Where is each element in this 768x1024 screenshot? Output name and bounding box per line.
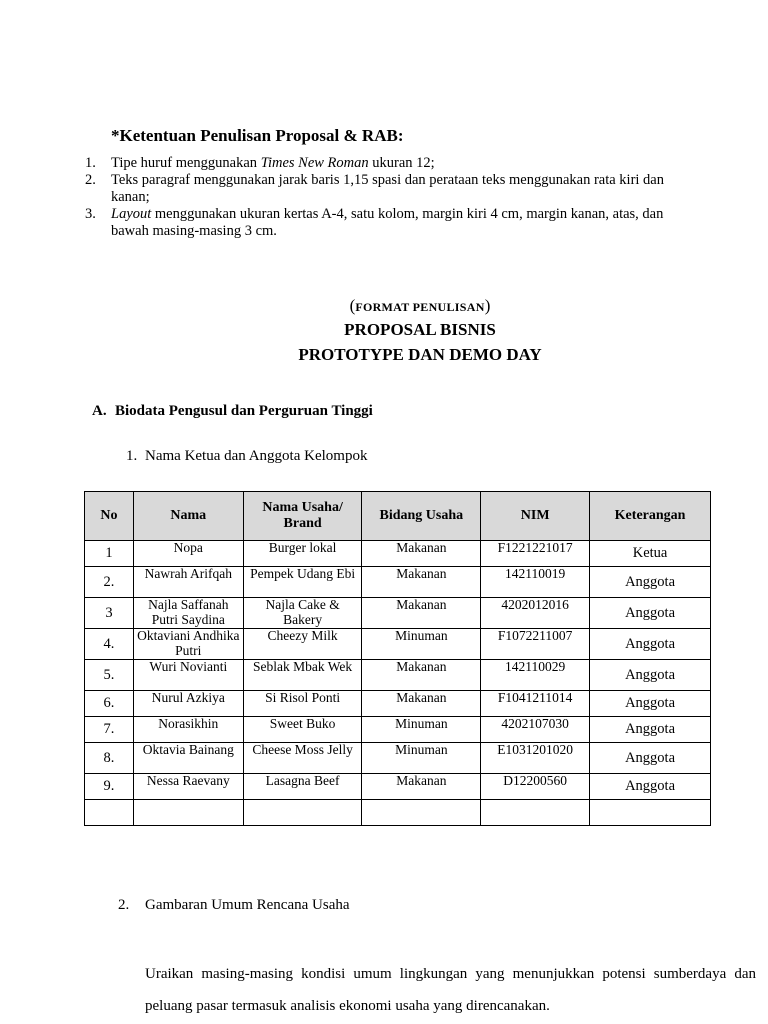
subsection-1-label: 1. — [126, 448, 138, 464]
table-header-cell: Nama Usaha/ Brand — [243, 492, 362, 541]
table-row — [85, 774, 711, 800]
table-row — [85, 598, 711, 629]
table-cell: Anggota — [590, 567, 711, 598]
table-cell: Minuman — [362, 629, 481, 660]
table-header-cell: Nama — [133, 492, 243, 541]
table-cell: Anggota — [590, 774, 711, 800]
rule-text-part: Times New Roman — [260, 155, 369, 171]
table-header-cell: NIM — [481, 492, 590, 541]
table-cell — [85, 800, 134, 826]
subsection-2-label: 2. — [118, 897, 130, 913]
table-cell: F1072211007 — [481, 629, 590, 660]
table-cell — [590, 800, 711, 826]
rule-item — [85, 206, 685, 240]
subsection-1-text: Nama Ketua dan Anggota Kelompok — [145, 448, 368, 464]
format-open: ( — [349, 296, 356, 315]
table-cell: 4202012016 — [481, 598, 590, 629]
table-cell: Norasikhin — [133, 717, 243, 743]
table-cell: Makanan — [362, 691, 481, 717]
table-cell: Makanan — [362, 598, 481, 629]
table-cell: Cheese Moss Jelly — [243, 743, 362, 774]
format-label — [0, 296, 768, 316]
section-a-text: Biodata Pengusul dan Perguruan Tinggi — [115, 403, 373, 419]
table-row — [85, 691, 711, 717]
table-row — [85, 629, 711, 660]
section-heading: *Ketentuan Penulisan Proposal & RAB: — [111, 126, 404, 145]
table-cell: Oktavia Bainang — [133, 743, 243, 774]
format-close: ) — [484, 296, 491, 315]
table-cell: F1221221017 — [481, 541, 590, 567]
table-row — [85, 717, 711, 743]
table-cell: Anggota — [590, 691, 711, 717]
table-cell: 9. — [85, 774, 134, 800]
table-cell: 142110019 — [481, 567, 590, 598]
table-cell: Anggota — [590, 660, 711, 691]
rule-text — [111, 172, 685, 206]
format-text: FORMAT PENULISAN — [355, 300, 485, 314]
table-cell: Anggota — [590, 717, 711, 743]
table-cell: 3 — [85, 598, 134, 629]
table-header-cell: Bidang Usaha — [362, 492, 481, 541]
table-cell: 8. — [85, 743, 134, 774]
table-cell: Burger lokal — [243, 541, 362, 567]
table-cell: Anggota — [590, 629, 711, 660]
table-cell: 142110029 — [481, 660, 590, 691]
table-cell: 4. — [85, 629, 134, 660]
table-cell: Pempek Udang Ebi — [243, 567, 362, 598]
table-cell — [133, 800, 243, 826]
table-header-cell: No — [85, 492, 134, 541]
table-cell: Nawrah Arifqah — [133, 567, 243, 598]
table-cell: 1 — [85, 541, 134, 567]
rule-item — [85, 155, 685, 172]
table-cell — [481, 800, 590, 826]
rule-text-part: ukuran 12; — [368, 155, 435, 171]
table-cell — [243, 800, 362, 826]
table-cell: Nopa — [133, 541, 243, 567]
table-cell: Minuman — [362, 743, 481, 774]
table-cell: 6. — [85, 691, 134, 717]
rule-item — [85, 172, 685, 206]
table-cell: Najla Cake & Bakery — [243, 598, 362, 629]
rule-text-part: Teks paragraf menggunakan jarak baris 1,15 spasi dan perataan teks menggunakan rata kiri dan kanan; — [111, 172, 664, 205]
rule-text — [111, 206, 685, 240]
table-row — [85, 541, 711, 567]
table-cell: F1041211014 — [481, 691, 590, 717]
table-cell: 5. — [85, 660, 134, 691]
table-row — [85, 567, 711, 598]
table-cell: 7. — [85, 717, 134, 743]
table-cell: 2. — [85, 567, 134, 598]
rule-text-part: Tipe huruf menggunakan — [111, 155, 261, 171]
subsection-2-heading — [118, 897, 350, 914]
table-cell: Si Risol Ponti — [243, 691, 362, 717]
rule-text-part: menggunakan ukuran kertas A-4, satu kolom, margin kiri 4 cm, margin kanan, atas, dan bawah masing-masing 3 cm. — [111, 206, 664, 239]
table-cell: Makanan — [362, 660, 481, 691]
section-a-label: A. — [92, 403, 107, 419]
document-subtitle: PROTOTYPE DAN DEMO DAY — [298, 345, 542, 364]
table-cell: Anggota — [590, 598, 711, 629]
subsection-2-text: Gambaran Umum Rencana Usaha — [145, 897, 350, 913]
table-cell: Minuman — [362, 717, 481, 743]
table-cell: Nessa Raevany — [133, 774, 243, 800]
table-cell: Ketua — [590, 541, 711, 567]
table-header-cell: Keterangan — [590, 492, 711, 541]
subsection-1-heading — [126, 448, 367, 465]
table-cell: D12200560 — [481, 774, 590, 800]
rule-text — [111, 155, 685, 172]
rule-number: 2. — [85, 172, 96, 188]
rules-list — [85, 155, 685, 240]
rule-number: 3. — [85, 206, 96, 222]
section-a-heading — [92, 403, 373, 420]
table-cell: 4202107030 — [481, 717, 590, 743]
body-paragraph: Uraikan masing-masing kondisi umum lingkungan yang menunjukkan potensi sumberdaya dan peluang pasar termasuk analisis ekonomi usaha yang direncanakan. — [145, 966, 756, 1014]
table-cell: Sweet Buko — [243, 717, 362, 743]
table-cell: Makanan — [362, 541, 481, 567]
members-table — [84, 491, 711, 826]
table-header-row — [85, 492, 711, 541]
table-cell: Oktaviani Andhika Putri — [133, 629, 243, 660]
table-cell: Seblak Mbak Wek — [243, 660, 362, 691]
table-cell: Nurul Azkiya — [133, 691, 243, 717]
rule-text-part: Layout — [111, 206, 152, 222]
table-row — [85, 743, 711, 774]
table-cell: E1031201020 — [481, 743, 590, 774]
table-row — [85, 800, 711, 826]
table-cell: Najla Saffanah Putri Saydina — [133, 598, 243, 629]
table-cell: Makanan — [362, 774, 481, 800]
rule-number: 1. — [85, 155, 96, 171]
table-row — [85, 660, 711, 691]
table-cell: Makanan — [362, 567, 481, 598]
table-body — [85, 541, 711, 826]
table-cell — [362, 800, 481, 826]
table-cell: Cheezy Milk — [243, 629, 362, 660]
document-title: PROPOSAL BISNIS — [344, 320, 496, 339]
table-cell: Anggota — [590, 743, 711, 774]
table-cell: Wuri Novianti — [133, 660, 243, 691]
table-cell: Lasagna Beef — [243, 774, 362, 800]
